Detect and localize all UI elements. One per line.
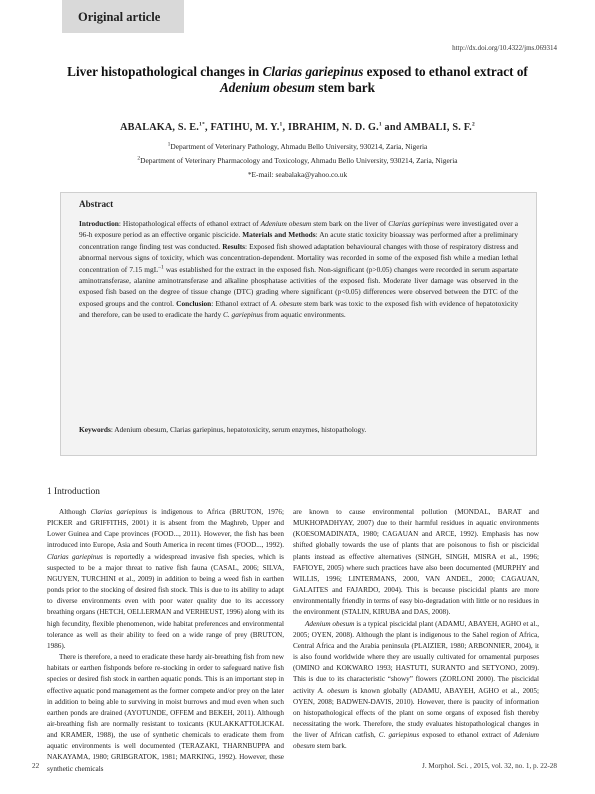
article-title: Liver histopathological changes in Clarias gariepinus exposed to ethanol extract of Adenium obesum stem bark: [67, 64, 528, 95]
page-number: 22: [32, 762, 40, 770]
corresponding-email[interactable]: *E-mail: seabalaka@yahoo.co.uk: [247, 170, 348, 179]
affiliation-2: $^2$Department of Veterinary Pharmacology and Toxicology, Ahmadu Bello University, 930214, Zaria, Nigeria: [137, 155, 458, 165]
paragraph: Adenium obesum is a typical piscicidal plant (ADAMU, ABAYEH, AGHO et al., 2005; OYEN, 2008). Although the plant is indigenous to the Sahel region of Africa, Central Africa and the Arabia peninsula (PLAIZIER, 1980; ARBONNIER, 2004), it is also found worldwide where they are usually cultivated for ornamental purposes (OMINO and KOKWARO 1993; HASTUTI, SURANTO and SETYONO, 2009). This is due to its characteristic “showy” flowers (ZORLONI 2000). The piscicidal activity A. obesum is known globally (ADAMU, ABAYEH, AGHO et al., 2005; OYEN, 2008; BADWEN-DAVIS, 2010). However, there is paucity of information on histopathological effects of the plant on some organs of exposed fish thereby necessitating the work. Therefore, the study evaluates histopathological changes in the liver of African catfish, C. gariepinus exposed to ethanol extract of Adenium obesum stem bark.: [293, 619, 539, 751]
keywords: Keywords: Adenium obesum, Clarias gariepinus, hepatotoxicity, serum enzymes, histopathology.: [79, 425, 367, 434]
affiliation-1: $^1$Department of Veterinary Pathology, Ahmadu Bello University, 930214, Zaria, Nigeria: [167, 141, 428, 151]
right-column: [293, 507, 539, 752]
paragraph: Although Clarias gariepinus is indigenous to Africa (BRUTON, 1976; PICKER and GRIFFITHS, 2001) it is absent from the Maghreb, Upper and Lower Guinea and Cape provinces (FOOD..., 2011). However, the fish has been introduced into Europe, Asia and South America in recent times (FOOD..., 1992). Clarias gariepinus is reportedly a widespread invasive fish species, which is suspected to be a major threat to native fish fauna (CASAL, 2006; SILVA, NGUYEN, TURCHINI et al., 2009) in addition to being a weed fish in earthen ponds prior to the stocking of desired fish stock. This is due to its ability to adapt to diverse environments even with poor water quality due to its accessory breathing organs (HETCH, OELLERMAN and VERHEUST, 1996) along with its high fecundity, flexible phenomenon, wide habitat preferences and environmental tolerance as well as their ability to feed on a wide range of prey (BRUTON, 1986).: [47, 508, 284, 650]
abstract-body: Introduction: Histopathological effects of ethanol extract of Adenium obesum stem bark on the liver of Clarias gariepinus were investigated over a 96-h exposure period as an effective organic piscicide. Materials and Methods: An acute static toxicity bioassay was performed after a preliminary concentration range finding test was conducted. Results: Exposed fish showed adaptation behavioural changes with those of respiratory distress and abnormal nervous signs of toxicity, which was concentration-dependent. Mortality was recorded in some of the exposed fish while a median lethal concentration of 7.15 mgL$^{-1}$ was established for the extract in the exposed fish. Non-significant (p>0.05) changes were recorded in serum aspartate aminotransferase, alanine aminotransferase and alkaline phosphatase activities of the exposed fish. Moderate liver damage was observed in the exposed fish based on the degree of tissue change (DTC) grading where significant (p<0.05) differences were observed between the DTC of the exposed groups and the control. Conclusion: Ethanol extract of A. obesum stem bark was toxic to the exposed fish with evidence of hepatotoxicity and therefore, can be used to eradicate the hardy C. gariepinus from aquatic environments.: [79, 219, 518, 320]
author-list: ABALAKA, S. E.$^{1*}$, FATIHU, M. Y.$^1$, IBRAHIM, N. D. G.$^1$ and AMBALI, S. F.$^2$: [120, 121, 475, 133]
paragraph: There is therefore, a need to eradicate these hardy air-breathing fish from new habitats or earthen fishponds before re-stocking in order to safeguard native fish species or desired fish stock in earthen aquatic ponds. This is an important step in effective aquatic pond management as the former compete and/or prey on the later in addition to being able to surviving in moist burrows and mud even when such earthen ponds are drained (AYOTUNDE, OFFEM and BEKEH, 2011). Although air-breathing fish are normally resistant to toxicants (KULAKKATTOLICKAL and KRAMER, 1988), the use of synthetic chemicals to eradicate them from aquatic environments is well documented (TERAZAKI, THARNBUPPA and NAKAYAMA, 1980; GRIBGRATOK, 1981; MARKING, 1992). However, these synthetic chemicals: [47, 653, 284, 773]
abstract-heading: Abstract: [79, 199, 114, 209]
paragraph: are known to cause environmental pollution (MONDAL, BARAT and MUKHOPADHYAY, 2007) due to their harmful residues in aquatic environments (KOESOMADINATA, 1980; CAGAUAN and ARCE, 1992). Emphasis has now shifted globally towards the use of plants that are poisonous to fish or piscicidal plants instead as effective alternatives (SINGH, SINGH, MISRA et al., 1996; FAFIOYE, 2005) where such practices have also been documented (MURPHY and WILLIS, 1996; LINTERMANS, 2000, VAN ANDEL, 2000; CAGAUAN, GALAITES and FAJARDO, 2004). This is because piscicidal plants are more environmentally friendly in terms of easy bio-degradation with little or no residues in the environment (STALIN, KIRUBA and DAS, 2008).: [293, 508, 539, 617]
doi-link[interactable]: http://dx.doi.org/10.4322/jms.069314: [452, 44, 557, 52]
journal-citation: J. Morphol. Sci. , 2015, vol. 32, no. 1, p. 22-28: [422, 762, 557, 770]
article-type-tab: [62, 0, 184, 33]
left-column: [47, 507, 284, 775]
article-type-label: Original article: [78, 10, 161, 24]
section-heading-introduction: 1 Introduction: [47, 487, 100, 497]
abstract-box: [60, 192, 537, 456]
